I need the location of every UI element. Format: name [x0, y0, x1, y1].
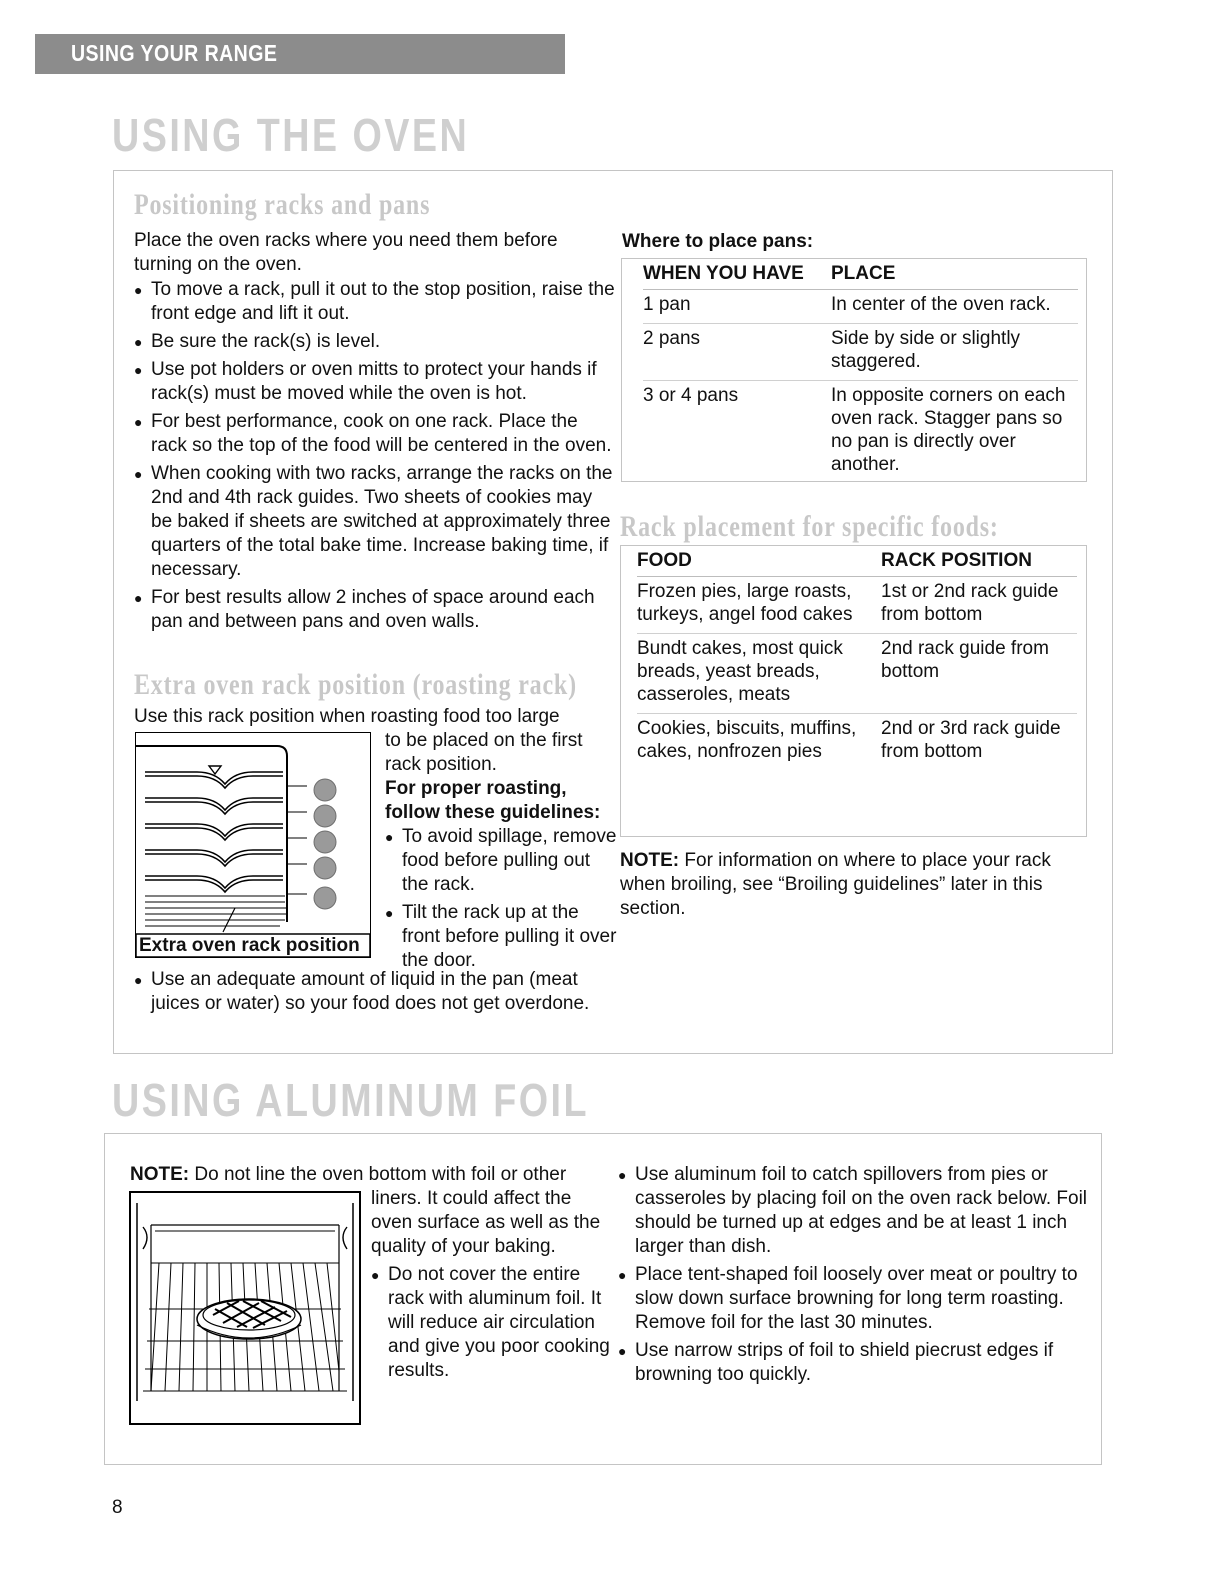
note-label: NOTE: [620, 850, 680, 871]
extra-rack-side-intro: to be placed on the first rack position. [385, 730, 583, 775]
food-table-header [637, 546, 1077, 577]
foil-side-text [371, 1187, 611, 1383]
oven-rack-diagram [135, 732, 371, 958]
food-cell: Frozen pies, large roasts, turkeys, angel food cakes [637, 577, 881, 634]
food-cell: 2nd or 3rd rack guide from bottom [881, 718, 1061, 762]
broil-note [620, 849, 1082, 921]
roasting-guidelines-heading: For proper roasting, follow these guidelines: [385, 778, 601, 823]
roasting-bullet: ● Tilt the rack up at the front before pulling it over the door. [385, 901, 617, 973]
banner-label: USING YOUR RANGE [71, 40, 278, 66]
table-row [643, 290, 1078, 324]
extra-rack-side-text [385, 729, 617, 973]
pans-cell: In opposite corners on each oven rack. Stagger pans so no pan is directly over another. [831, 385, 1066, 475]
pans-table [643, 259, 1078, 483]
positioning-content [134, 229, 616, 634]
positioning-intro: Place the oven racks where you need them before turning on the oven. [134, 230, 558, 275]
oven-with-pie-image [129, 1191, 361, 1425]
pans-cell: 3 or 4 pans [643, 385, 739, 406]
pans-cell: Side by side or slightly staggered. [831, 324, 1078, 381]
positioning-bullet: ● To move a rack, pull it out to the stop position, raise the front edge and lift it out. [134, 278, 616, 326]
food-cell: Bundt cakes, most quick breads, yeast breads, casseroles, meats [637, 634, 881, 714]
table-row [643, 381, 1078, 484]
food-table [637, 546, 1077, 770]
extra-rack-intro: Use this rack position when roasting food too large [134, 706, 560, 727]
pans-col-when: WHEN YOU HAVE [643, 259, 831, 290]
extra-rack-final-list [134, 968, 624, 1016]
positioning-bullet: ● For best results allow 2 inches of space around each pan and between pans and oven walls. [134, 586, 616, 634]
table-row [643, 324, 1078, 381]
oven-section-title: USING THE OVEN [112, 109, 470, 161]
table-row [637, 634, 1077, 714]
foil-section-title: USING ALUMINUM FOIL [112, 1074, 589, 1126]
foil-side-bullet: ● Do not cover the entire rack with aluminum foil. It will reduce air circulation and give you poor cooking results. [371, 1263, 611, 1383]
foil-right-bullet: ● Use aluminum foil to catch spillovers from pies or casseroles by placing foil on the oven rack below. Foil should be turned up at edges and be at least 1 inch larger than dish. [618, 1163, 1088, 1259]
note-text: For information on where to place your rack when broiling, see “Broiling guidelines” later in this section. [620, 850, 1051, 919]
food-cell: Cookies, biscuits, muffins, cakes, nonfrozen pies [637, 718, 857, 762]
food-table-heading: Rack placement for specific foods: [620, 510, 999, 543]
foil-side-list [371, 1263, 611, 1383]
foil-note [130, 1163, 620, 1187]
oven-illustration [129, 1191, 361, 1425]
table-row [637, 577, 1077, 634]
pans-table-box [621, 258, 1087, 482]
roasting-bullet: ● To avoid spillage, remove food before pulling out the rack. [385, 825, 617, 897]
extra-rack-heading: Extra oven rack position (roasting rack) [134, 668, 577, 701]
page-number: 8 [112, 1497, 123, 1518]
positioning-heading: Positioning racks and pans [134, 188, 431, 221]
pans-col-place: PLACE [831, 259, 1078, 290]
pans-table-heading: Where to place pans: [622, 231, 814, 252]
positioning-bullet: ● Be sure the rack(s) is level. [134, 330, 616, 354]
food-col-rack: RACK POSITION [881, 546, 1077, 577]
figure-caption: Extra oven rack position [139, 935, 360, 956]
foil-note-label: NOTE: [130, 1164, 190, 1185]
food-cell: 1st or 2nd rack guide from bottom [881, 577, 1077, 634]
positioning-bullet: ● Use pot holders or oven mitts to protect your hands if rack(s) must be moved while the oven is hot. [134, 358, 616, 406]
positioning-bullet: ● For best performance, cook on one rack. Place the rack so the top of the food will be centered in the oven. [134, 410, 616, 458]
pans-cell: In center of the oven rack. [831, 290, 1078, 324]
roasting-bullet-list [385, 825, 617, 973]
table-row [637, 714, 1077, 771]
header-banner [35, 34, 565, 74]
foil-side-intro: liners. It could affect the oven surface as well as the quality of your baking. [371, 1188, 601, 1257]
pans-table-header [643, 259, 1078, 290]
positioning-bullet-list [134, 278, 616, 634]
food-cell: 2nd rack guide from bottom [881, 634, 1077, 714]
pans-cell: 2 pans [643, 324, 831, 381]
extra-rack-figure [135, 732, 371, 958]
food-table-box [620, 545, 1087, 837]
foil-right-bullet: ● Use narrow strips of foil to shield piecrust edges if browning too quickly. [618, 1339, 1088, 1387]
foil-right-list [618, 1163, 1088, 1387]
extra-rack-final-bullet: ● Use an adequate amount of liquid in the pan (meat juices or water) so your food does not get overdone. [134, 968, 624, 1016]
food-col-food: FOOD [637, 546, 881, 577]
positioning-bullet: ● When cooking with two racks, arrange the racks on the 2nd and 4th rack guides. Two sheets of cookies may be baked if sheets are switched at approximately three quarters of the total bake time. Increase baking time, if necessary. [134, 462, 616, 582]
foil-note-text: Do not line the oven bottom with foil or other [194, 1164, 567, 1185]
pans-cell: 1 pan [643, 290, 831, 324]
foil-right-bullet: ● Place tent-shaped foil loosely over meat or poultry to slow down surface browning for long term roasting. Remove foil for the last 30 minutes. [618, 1263, 1088, 1335]
